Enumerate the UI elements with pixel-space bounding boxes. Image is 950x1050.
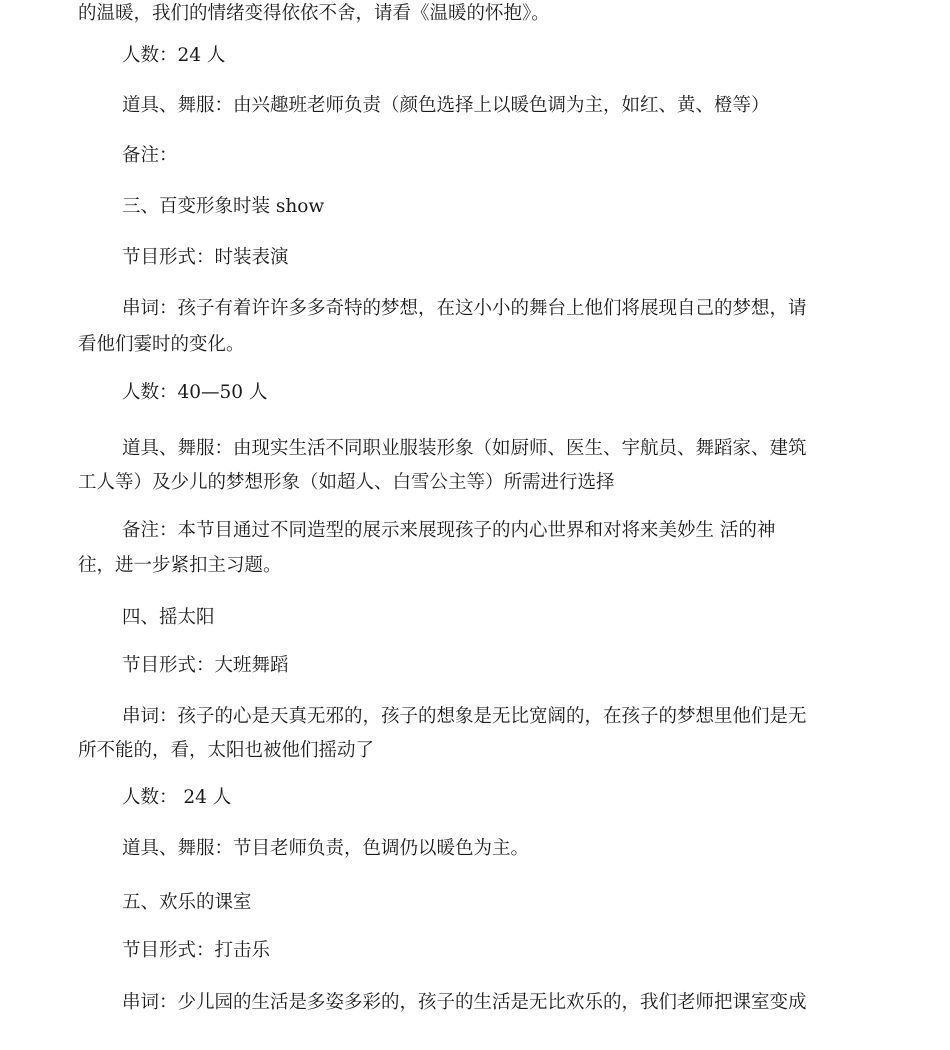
text-line: 道具、舞服：由现实生活不同职业服装形象（如厨师、医生、宇航员、舞蹈家、建筑 — [122, 438, 807, 459]
text-line: 道具、舞服：由兴趣班老师负责（颜色选择上以暖色调为主，如红、黄、橙等） — [122, 95, 770, 116]
text-line: 看他们霎时的变化。 — [78, 334, 245, 355]
text-line: 串词：孩子的心是天真无邪的，孩子的想象是无比宽阔的，在孩子的梦想里他们是无 — [122, 706, 807, 727]
text-line: 往，进一步紧扣主习题。 — [78, 555, 282, 576]
text-line: 人数： 24 人 — [122, 787, 232, 808]
text-line: 人数：40—50 人 — [122, 382, 268, 403]
text-line: 所不能的，看，太阳也被他们摇动了 — [78, 740, 375, 761]
section-heading: 三、百变形象时装 show — [122, 196, 325, 217]
text-line: 串词：孩子有着许许多多奇特的梦想，在这小小的舞台上他们将展现自己的梦想，请 — [122, 298, 807, 319]
section-heading: 五、欢乐的课室 — [122, 892, 252, 913]
text-line: 人数：24 人 — [122, 45, 226, 66]
text-line: 节目形式：大班舞蹈 — [122, 655, 289, 676]
text-line: 道具、舞服：节目老师负责，色调仍以暖色为主。 — [122, 838, 530, 859]
text-line: 节目形式：打击乐 — [122, 940, 271, 961]
text-line: 串词：少儿园的生活是多姿多彩的，孩子的生活是无比欢乐的，我们老师把课室变成 — [122, 992, 807, 1013]
section-heading: 四、摇太阳 — [122, 607, 215, 628]
text-line: 工人等）及少儿的梦想形象（如超人、白雪公主等）所需进行选择 — [78, 472, 615, 493]
text-line: 的温暖，我们的情绪变得依依不舍，请看《温暖的怀抱》。 — [78, 3, 550, 24]
text-line: 备注： — [122, 145, 178, 166]
text-line: 备注：本节目通过不同造型的展示来展现孩子的内心世界和对将来美妙生 活的神 — [122, 520, 776, 541]
text-line: 节目形式：时装表演 — [122, 247, 289, 268]
